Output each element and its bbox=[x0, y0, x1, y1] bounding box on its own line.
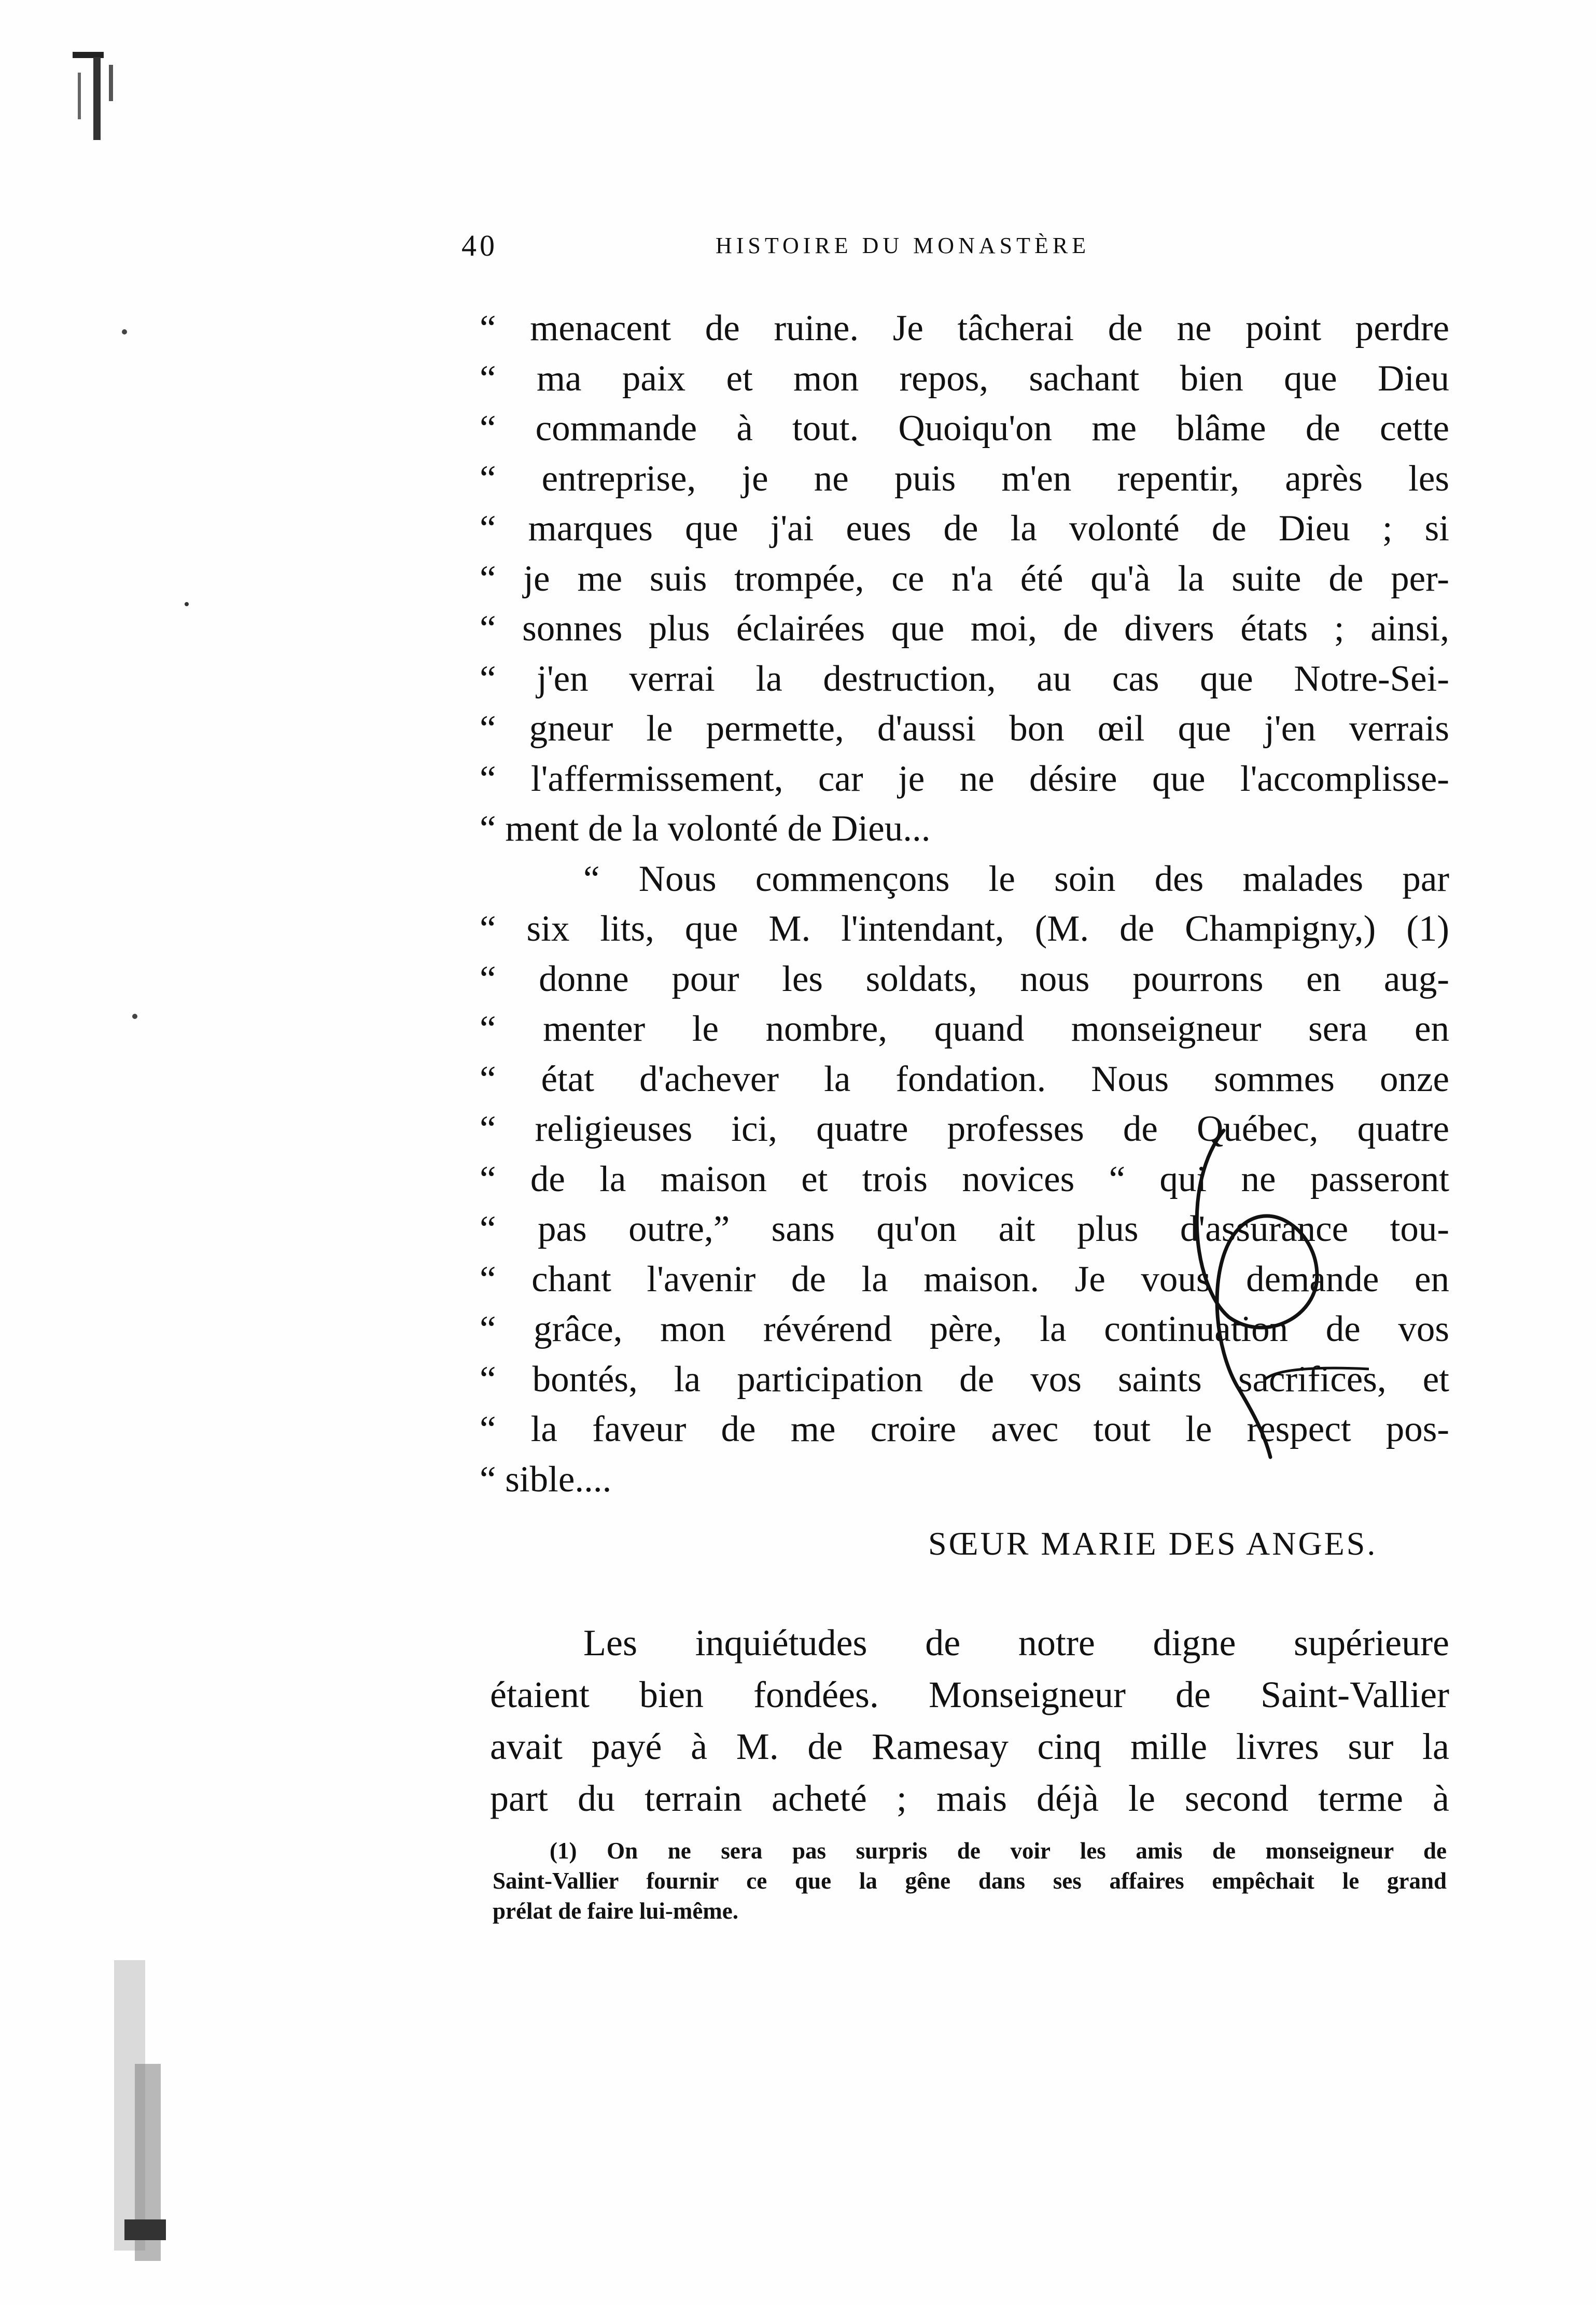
narrative-text bbox=[490, 1617, 1449, 1824]
text-line: étaient bien fondées. Monseigneur de Saint-Vallier bbox=[490, 1674, 1449, 1715]
text-line: “ la faveur de me croire avec tout le respect pos- bbox=[480, 1409, 1449, 1449]
footnote-line: prélat de faire lui-même. bbox=[493, 1898, 739, 1924]
text-line: “ six lits, que M. l'intendant, (M. de Champigny,) (1) bbox=[480, 909, 1449, 949]
footnote-line: Saint-Vallier fournir ce que la gêne dans ses affaires empêchait le grand bbox=[493, 1868, 1447, 1894]
footnote bbox=[493, 1836, 1447, 1926]
text-line: “ chant l'avenir de la maison. Je vous demande en bbox=[480, 1259, 1449, 1300]
text-line: Les inquiétudes de notre digne supérieure bbox=[583, 1622, 1449, 1664]
text-line: “ bontés, la participation de vos saints sacrifices, et bbox=[480, 1359, 1449, 1400]
text-line: “ l'affermissement, car je ne désire que l'accomplisse- bbox=[480, 758, 1449, 799]
text-line: “ Nous commençons le soin des malades par bbox=[583, 858, 1449, 899]
binding-edge-scan-artifact bbox=[62, 41, 197, 2271]
text-line: “ menter le nombre, quand monseigneur sera en bbox=[480, 1009, 1449, 1049]
text-line: avait payé à M. de Ramesay cinq mille livres sur la bbox=[490, 1726, 1449, 1767]
text-line: “ j'en verrai la destruction, au cas que Notre-Sei- bbox=[480, 658, 1449, 699]
text-line: “ sonnes plus éclairées que moi, de divers états ; ainsi, bbox=[480, 608, 1449, 649]
page-header bbox=[461, 228, 1447, 270]
text-line: “ menacent de ruine. Je tâcherai de ne point perdre bbox=[480, 308, 1449, 348]
text-line: “ ment de la volonté de Dieu... bbox=[480, 808, 931, 849]
letter-signature: SŒUR MARIE DES ANGES. bbox=[928, 1525, 1378, 1562]
handwritten-pen-mark bbox=[1161, 1099, 1369, 1462]
text-line: “ état d'achever la fondation. Nous sommes onze bbox=[480, 1058, 1449, 1099]
text-line: “ commande à tout. Quoiqu'on me blâme de cette bbox=[480, 408, 1449, 449]
footnote-line: (1) On ne sera pas surpris de voir les amis de monseigneur de bbox=[550, 1838, 1447, 1864]
text-line: “ ma paix et mon repos, sachant bien que Dieu bbox=[480, 358, 1449, 399]
text-line: “ sible.... bbox=[480, 1459, 612, 1500]
text-line: “ marques que j'ai eues de la volonté de Dieu ; si bbox=[480, 508, 1449, 549]
text-line: “ je me suis trompée, ce n'a été qu'à la suite de per- bbox=[480, 558, 1449, 599]
text-line: “ de la maison et trois novices “ qui ne passeront bbox=[480, 1158, 1449, 1199]
text-line: “ religieuses ici, quatre professes de Québec, quatre bbox=[480, 1109, 1449, 1149]
text-line: “ entreprise, je ne puis m'en repentir, après les bbox=[480, 458, 1449, 499]
page-number: 40 bbox=[461, 229, 498, 262]
text-line: “ donne pour les soldats, nous pourrons en aug- bbox=[480, 958, 1449, 999]
running-title: HISTOIRE DU MONASTÈRE bbox=[716, 233, 1090, 258]
text-line: “ gneur le permette, d'aussi bon œil que j'en verrais bbox=[480, 708, 1449, 749]
text-line: “ grâce, mon révérend père, la continuation de vos bbox=[480, 1309, 1449, 1349]
text-line: “ pas outre,” sans qu'on ait plus d'assurance tou- bbox=[480, 1209, 1449, 1249]
text-line: part du terrain acheté ; mais déjà le second terme à bbox=[490, 1778, 1449, 1819]
